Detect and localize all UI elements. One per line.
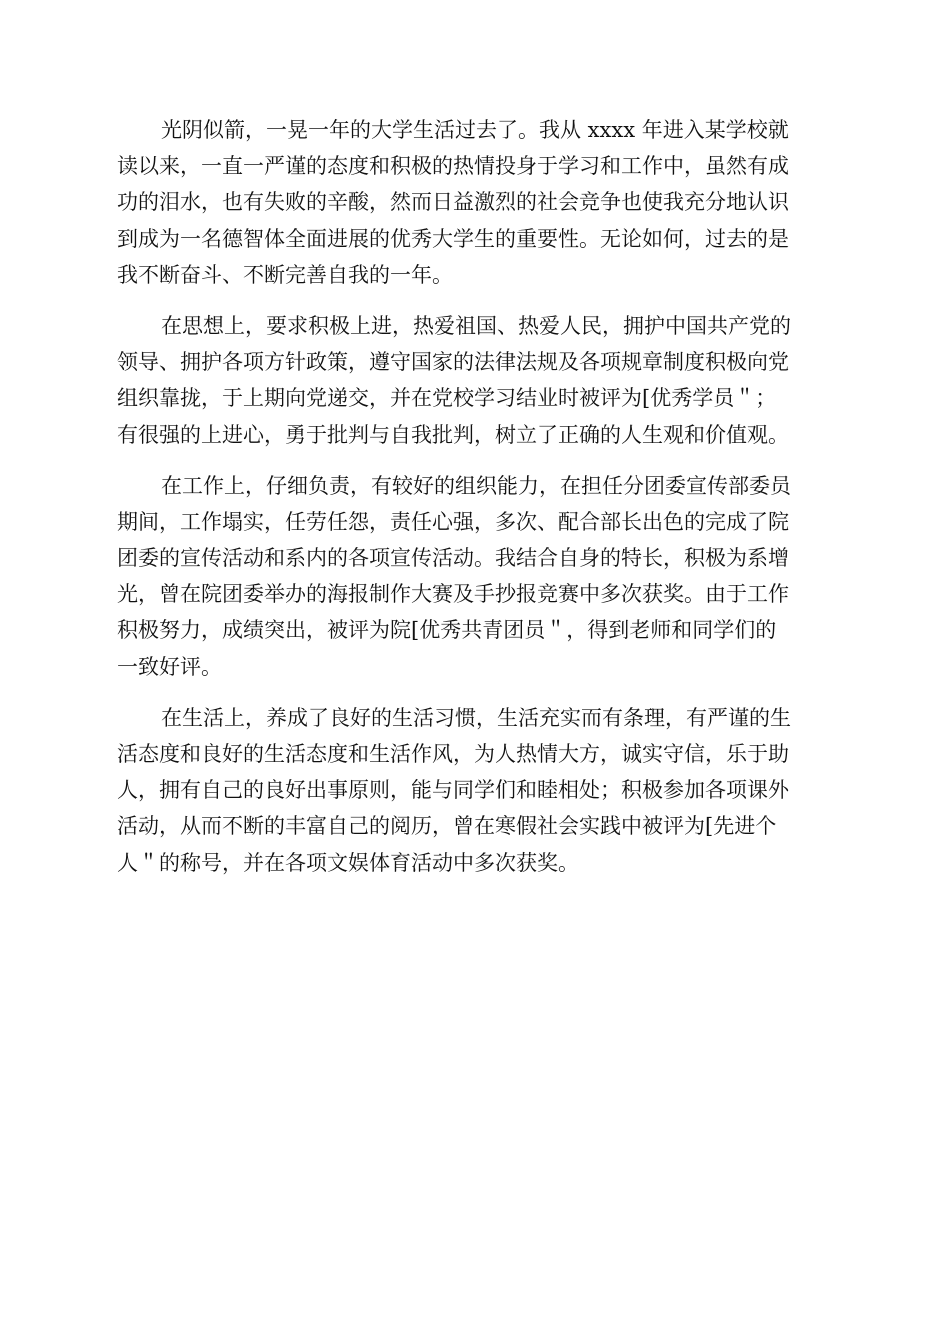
paragraph-intro bbox=[117, 112, 833, 293]
paragraph-line: 读以来，一直一严谨的态度和积极的热情投身于学习和工作中，虽然有成 bbox=[117, 154, 789, 179]
paragraph-line: 光阴似箭，一晃一年的大学生活过去了。我从 xxxx 年进入某学校就 bbox=[161, 118, 789, 142]
paragraph-line: 到成为一名德智体全面进展的优秀大学生的重要性。无论如何，过去的是 bbox=[117, 226, 789, 251]
paragraph-life bbox=[117, 700, 833, 881]
paragraph-work bbox=[117, 468, 833, 685]
paragraph-line: 一致好评。 bbox=[117, 654, 222, 679]
paragraph-line: 活态度和良好的生活态度和生活作风，为人热情大方，诚实守信，乐于助 bbox=[117, 742, 789, 766]
paragraph-line: 团委的宣传活动和系内的各项宣传活动。我结合自身的特长，积极为系增 bbox=[117, 546, 789, 571]
paragraph-line: 组织靠拢，于上期向党递交，并在党校学习结业时被评为[优秀学员＂； bbox=[117, 386, 777, 411]
paragraph-line: 我不断奋斗、不断完善自我的一年。 bbox=[117, 262, 453, 287]
paragraph-line: 在思想上，要求积极上进，热爱祖国、热爱人民，拥护中国共产党的 bbox=[161, 313, 791, 338]
paragraph-line: 期间，工作塌实，任劳任怨，责任心强，多次、配合部长出色的完成了院 bbox=[117, 509, 789, 534]
paragraph-line: 积极努力，成绩突出，被评为院[优秀共青团员＂，得到老师和同学们的 bbox=[117, 618, 777, 643]
paragraph-thought bbox=[117, 308, 833, 453]
paragraph-line: 光，曾在院团委举办的海报制作大赛及手抄报竞赛中多次获奖。由于工作 bbox=[117, 582, 789, 607]
paragraph-line: 在工作上，仔细负责，有较好的组织能力，在担任分团委宣传部委员 bbox=[161, 473, 791, 498]
paragraph-line: 功的泪水，也有失败的辛酸，然而日益激烈的社会竞争也使我充分地认识 bbox=[117, 190, 789, 215]
paragraph-line: 有很强的上进心，勇于批判与自我批判，树立了正确的人生观和价值观。 bbox=[117, 422, 789, 447]
paragraph-line: 人＂的称号，并在各项文娱体育活动中多次获奖。 bbox=[117, 850, 579, 875]
paragraph-line: 在生活上，养成了良好的生活习惯，生活充实而有条理，有严谨的生 bbox=[161, 705, 791, 730]
paragraph-line: 活动，从而不断的丰富自己的阅历，曾在寒假社会实践中被评为[先进个 bbox=[117, 814, 777, 839]
paragraph-line: 人，拥有自己的良好出事原则，能与同学们和睦相处；积极参加各项课外 bbox=[117, 778, 789, 803]
paragraph-line: 领导、拥护各项方针政策，遵守国家的法律法规及各项规章制度积极向党 bbox=[117, 350, 789, 375]
document-body bbox=[117, 112, 833, 896]
